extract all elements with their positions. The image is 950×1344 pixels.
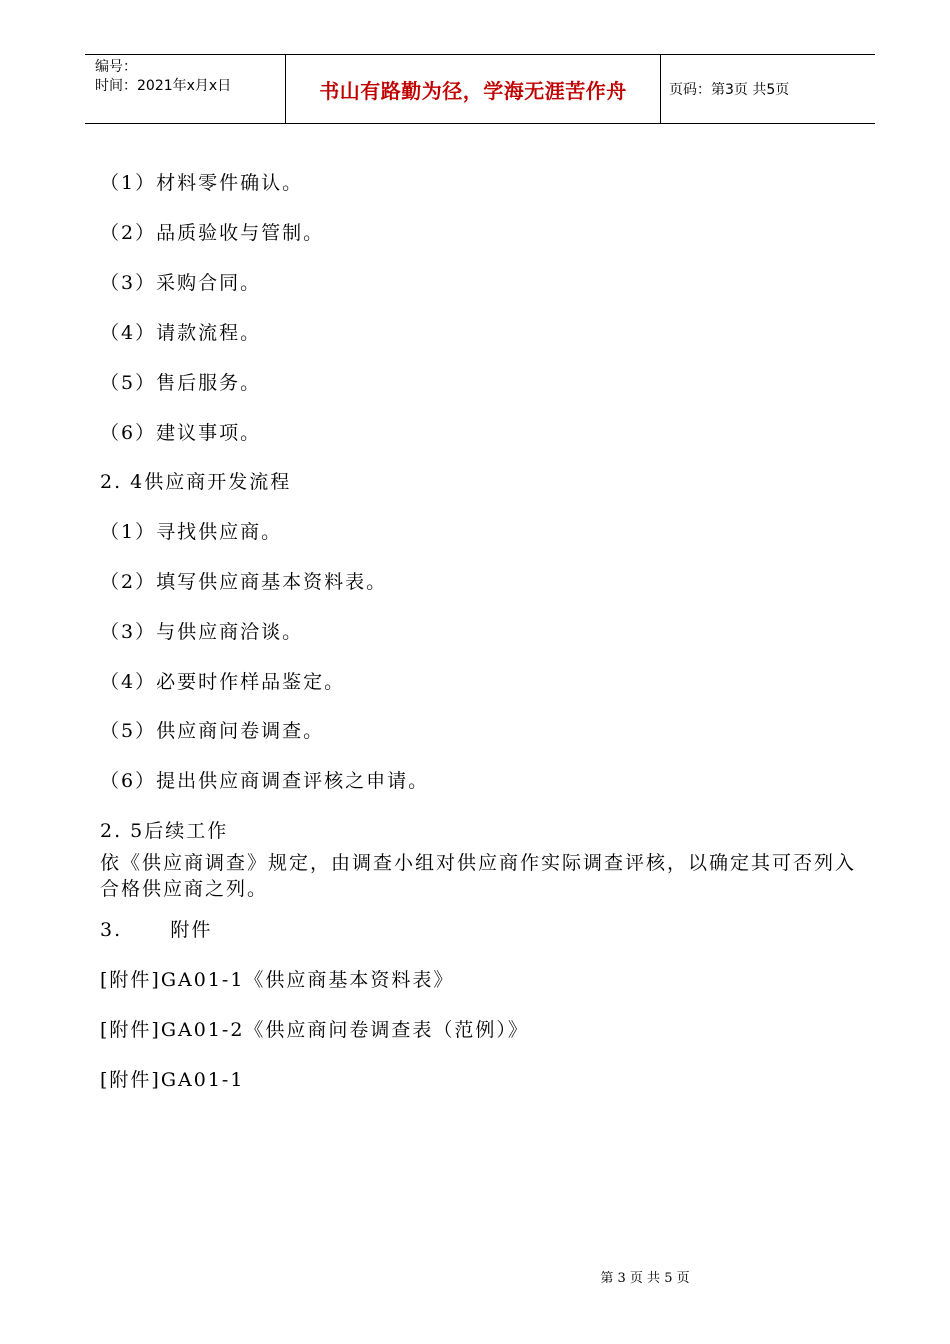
attachment-item: [附件]GA01-2《供应商问卷调查表（范例）》 xyxy=(100,1019,529,1041)
list-item: （3）与供应商洽谈。 xyxy=(100,621,304,643)
list-item: （6）建议事项。 xyxy=(100,422,262,444)
list-item: （6）提出供应商调查评核之申请。 xyxy=(100,770,430,792)
section-heading: 3. 附件 xyxy=(100,919,213,941)
list-item: （5）供应商问卷调查。 xyxy=(100,720,325,742)
section-heading: 2. 5后续工作 xyxy=(100,820,229,842)
attachment-item: [附件]GA01-1 xyxy=(100,1069,245,1091)
body-paragraph: 依《供应商调查》规定，由调查小组对供应商作实际调查评核，以确定其可否列入合格供应商之列。 xyxy=(100,852,857,900)
list-item: （2）品质验收与管制。 xyxy=(100,222,325,244)
attachment-item: [附件]GA01-1《供应商基本资料表》 xyxy=(100,969,455,991)
section-heading: 2. 4供应商开发流程 xyxy=(100,471,292,493)
header-page-info: 页码：第3页 共5页 xyxy=(669,82,790,98)
list-item: （2）填写供应商基本资料表。 xyxy=(100,571,388,593)
list-item: （5）售后服务。 xyxy=(100,372,262,394)
list-item: （1）寻找供应商。 xyxy=(100,521,283,543)
list-item: （1）材料零件确认。 xyxy=(100,172,304,194)
list-item: （4）请款流程。 xyxy=(100,322,262,344)
header-motto: 书山有路勤为径，学海无涯苦作舟 xyxy=(286,55,661,123)
page-header xyxy=(85,54,875,124)
number-label: 编号： xyxy=(95,59,137,75)
header-meta xyxy=(85,55,286,123)
time-label: 时间：2021年x月x日 xyxy=(95,78,232,94)
list-item: （4）必要时作样品鉴定。 xyxy=(100,671,346,693)
list-item: （3）采购合同。 xyxy=(100,272,262,294)
page-footer: 第 3 页 共 5 页 xyxy=(600,1271,690,1286)
